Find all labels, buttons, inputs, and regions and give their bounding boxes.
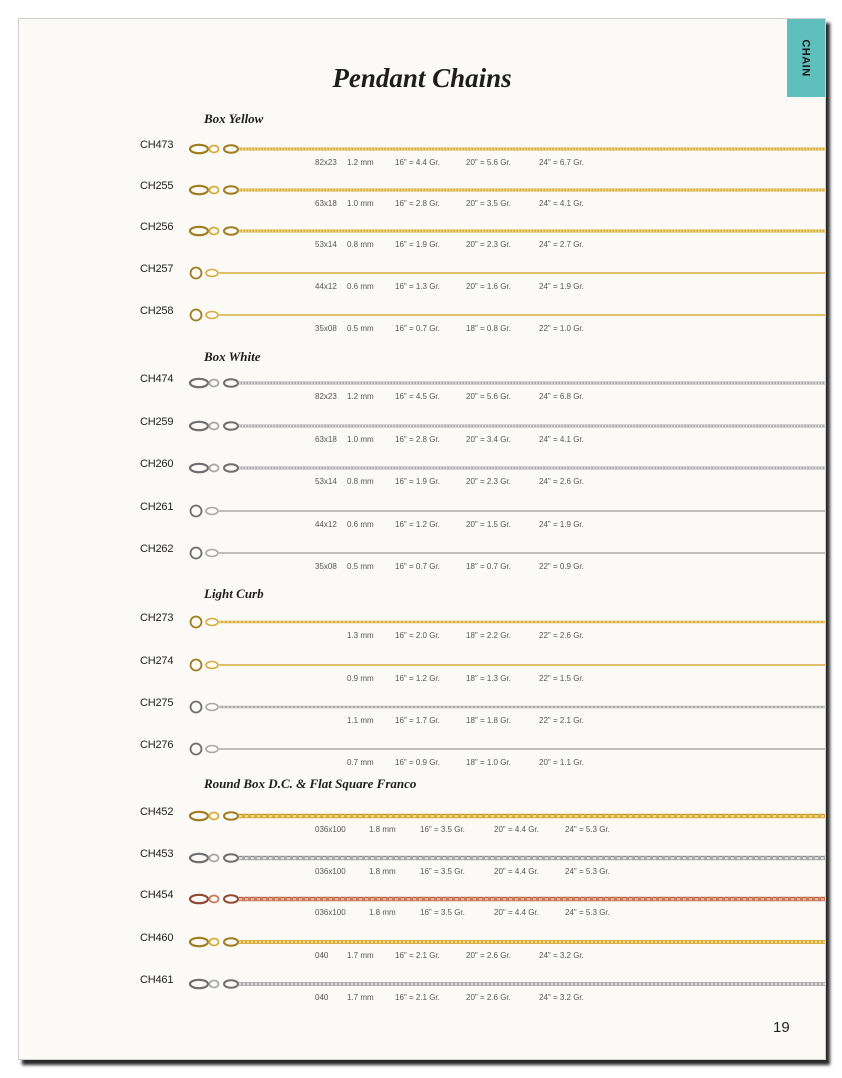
chain-image [187, 657, 826, 673]
spec-weight-1: 16" = 2.8 Gr. [395, 435, 440, 444]
chain-row [19, 373, 825, 417]
chain-row [19, 932, 825, 976]
lobster-clasp-icon [190, 145, 208, 153]
item-code: CH273 [140, 612, 174, 624]
spec-weight-3: 22" = 1.0 Gr. [539, 324, 584, 333]
lobster-clasp-icon [190, 379, 208, 387]
end-ring-icon [206, 312, 218, 319]
item-code: CH473 [140, 139, 174, 151]
chain-row [19, 180, 825, 224]
spec-weight-1: 16" = 4.5 Gr. [395, 392, 440, 401]
spec-width: 1.0 mm [347, 435, 374, 444]
chain-image [187, 141, 826, 157]
jump-ring-icon [210, 423, 219, 430]
spec-width: 0.5 mm [347, 324, 374, 333]
spec-weight-2: 20" = 3.5 Gr. [466, 199, 511, 208]
spec-weight-3: 22" = 2.1 Gr. [539, 716, 584, 725]
end-cap-icon [224, 895, 238, 903]
chain-image [187, 460, 826, 476]
chain-image [187, 850, 826, 866]
spec-weight-1: 16" = 1.3 Gr. [395, 282, 440, 291]
chain-image [187, 934, 826, 950]
lobster-clasp-icon [190, 464, 208, 472]
chain-row [19, 543, 825, 587]
item-code: CH261 [140, 501, 174, 513]
spec-weight-2: 18" = 1.0 Gr. [466, 758, 511, 767]
spec-width: 0.5 mm [347, 562, 374, 571]
spec-weight-1: 16" = 3.5 Gr. [420, 825, 465, 834]
spec-width: 1.7 mm [347, 993, 374, 1002]
spec-weight-2: 20" = 4.4 Gr. [494, 867, 539, 876]
spec-dimension: 036x100 [315, 867, 346, 876]
spec-weight-3: 24" = 5.3 Gr. [565, 908, 610, 917]
spring-ring-icon [191, 506, 202, 517]
spec-weight-2: 20" = 2.6 Gr. [466, 993, 511, 1002]
end-cap-icon [224, 812, 238, 820]
chain-row [19, 221, 825, 265]
chain-image [187, 307, 826, 323]
chain-row [19, 458, 825, 502]
spec-width: 1.0 mm [347, 199, 374, 208]
end-cap-icon [224, 980, 238, 988]
item-code: CH256 [140, 221, 174, 233]
jump-ring-icon [210, 465, 219, 472]
end-cap-icon [224, 186, 238, 194]
chain-image [187, 265, 826, 281]
end-ring-icon [206, 746, 218, 753]
jump-ring-icon [210, 187, 219, 194]
spring-ring-icon [191, 617, 202, 628]
chain-row [19, 612, 825, 656]
spec-dimension: 44x12 [315, 520, 337, 529]
spring-ring-icon [191, 268, 202, 279]
spec-width: 0.7 mm [347, 758, 374, 767]
jump-ring-icon [210, 146, 219, 153]
spring-ring-icon [191, 702, 202, 713]
lobster-clasp-icon [190, 227, 208, 235]
jump-ring-icon [210, 939, 219, 946]
end-cap-icon [224, 227, 238, 235]
spec-weight-2: 18" = 0.8 Gr. [466, 324, 511, 333]
item-code: CH260 [140, 458, 174, 470]
spec-weight-3: 24" = 3.2 Gr. [539, 951, 584, 960]
lobster-clasp-icon [190, 186, 208, 194]
spring-ring-icon [191, 310, 202, 321]
spec-weight-1: 16" = 2.0 Gr. [395, 631, 440, 640]
spec-width: 0.6 mm [347, 520, 374, 529]
end-ring-icon [206, 704, 218, 711]
spec-weight-1: 16" = 0.7 Gr. [395, 562, 440, 571]
end-cap-icon [224, 422, 238, 430]
end-ring-icon [206, 508, 218, 515]
chain-image [187, 976, 826, 992]
item-code: CH275 [140, 697, 174, 709]
item-code: CH474 [140, 373, 174, 385]
chain-image [187, 182, 826, 198]
end-cap-icon [224, 464, 238, 472]
spec-weight-2: 20" = 4.4 Gr. [494, 908, 539, 917]
item-code: CH453 [140, 848, 174, 860]
spec-dimension: 036x100 [315, 825, 346, 834]
item-code: CH461 [140, 974, 174, 986]
spec-weight-3: 24" = 5.3 Gr. [565, 825, 610, 834]
spec-weight-3: 24" = 3.2 Gr. [539, 993, 584, 1002]
chain-image [187, 223, 826, 239]
spec-dimension: 35x08 [315, 324, 337, 333]
chain-image [187, 891, 826, 907]
spec-weight-2: 20" = 2.3 Gr. [466, 477, 511, 486]
spec-weight-2: 18" = 1.8 Gr. [466, 716, 511, 725]
chain-image [187, 418, 826, 434]
spec-weight-1: 16" = 1.9 Gr. [395, 477, 440, 486]
spec-width: 1.3 mm [347, 631, 374, 640]
lobster-clasp-icon [190, 854, 208, 862]
spec-weight-3: 24" = 1.9 Gr. [539, 282, 584, 291]
spec-weight-1: 16" = 1.9 Gr. [395, 240, 440, 249]
spec-dimension: 35x08 [315, 562, 337, 571]
jump-ring-icon [210, 813, 219, 820]
chain-image [187, 545, 826, 561]
chain-tab-label: CHAIN [800, 39, 812, 77]
spec-dimension: 040 [315, 951, 329, 960]
spec-weight-1: 16" = 3.5 Gr. [420, 867, 465, 876]
spec-width: 1.8 mm [369, 908, 396, 917]
spec-weight-1: 16" = 3.5 Gr. [420, 908, 465, 917]
lobster-clasp-icon [190, 895, 208, 903]
end-cap-icon [224, 938, 238, 946]
spec-dimension: 53x14 [315, 240, 337, 249]
spec-weight-2: 20" = 4.4 Gr. [494, 825, 539, 834]
section-title: Round Box D.C. & Flat Square Franco [204, 776, 417, 791]
item-code: CH258 [140, 305, 174, 317]
spec-weight-1: 16" = 2.1 Gr. [395, 951, 440, 960]
end-ring-icon [206, 662, 218, 669]
chain-row [19, 501, 825, 545]
spec-width: 1.2 mm [347, 392, 374, 401]
lobster-clasp-icon [190, 980, 208, 988]
spec-weight-3: 22" = 2.6 Gr. [539, 631, 584, 640]
spec-dimension: 82x23 [315, 392, 337, 401]
spec-weight-2: 18" = 1.3 Gr. [466, 674, 511, 683]
chain-row [19, 697, 825, 741]
page-title: Pendant Chains [332, 63, 512, 93]
chain-row [19, 305, 825, 349]
page-number: 19 [773, 1019, 790, 1036]
spec-weight-3: 24" = 6.8 Gr. [539, 392, 584, 401]
spec-dimension: 036x100 [315, 908, 346, 917]
chain-image [187, 808, 826, 824]
spec-weight-1: 16" = 1.7 Gr. [395, 716, 440, 725]
spec-width: 1.7 mm [347, 951, 374, 960]
spec-width: 1.8 mm [369, 867, 396, 876]
item-code: CH452 [140, 806, 174, 818]
spec-weight-1: 16" = 1.2 Gr. [395, 520, 440, 529]
spec-weight-2: 20" = 5.6 Gr. [466, 158, 511, 167]
spec-weight-3: 24" = 5.3 Gr. [565, 867, 610, 876]
spring-ring-icon [191, 660, 202, 671]
spec-width: 0.8 mm [347, 240, 374, 249]
chain-image [187, 503, 826, 519]
spec-dimension: 040 [315, 993, 329, 1002]
jump-ring-icon [210, 896, 219, 903]
spec-width: 1.8 mm [369, 825, 396, 834]
spec-dimension: 63x18 [315, 435, 337, 444]
chain-image [187, 375, 826, 391]
end-ring-icon [206, 270, 218, 277]
spec-weight-3: 24" = 4.1 Gr. [539, 199, 584, 208]
spec-width: 1.2 mm [347, 158, 374, 167]
spec-weight-3: 24" = 4.1 Gr. [539, 435, 584, 444]
jump-ring-icon [210, 981, 219, 988]
spec-weight-3: 24" = 2.6 Gr. [539, 477, 584, 486]
spec-weight-3: 20" = 1.1 Gr. [539, 758, 584, 767]
spec-weight-2: 20" = 3.4 Gr. [466, 435, 511, 444]
item-code: CH259 [140, 416, 174, 428]
chain-row [19, 739, 825, 783]
spec-weight-1: 16" = 2.8 Gr. [395, 199, 440, 208]
spring-ring-icon [191, 548, 202, 559]
spec-dimension: 44x12 [315, 282, 337, 291]
spec-weight-2: 20" = 1.6 Gr. [466, 282, 511, 291]
chain-row [19, 416, 825, 460]
spec-weight-3: 24" = 6.7 Gr. [539, 158, 584, 167]
spec-weight-1: 16" = 2.1 Gr. [395, 993, 440, 1002]
spec-weight-1: 16" = 0.7 Gr. [395, 324, 440, 333]
chain-image [187, 614, 826, 630]
spring-ring-icon [191, 744, 202, 755]
spec-width: 0.6 mm [347, 282, 374, 291]
end-cap-icon [224, 379, 238, 387]
item-code: CH454 [140, 889, 174, 901]
lobster-clasp-icon [190, 812, 208, 820]
spec-weight-1: 16" = 0.9 Gr. [395, 758, 440, 767]
spec-weight-2: 20" = 2.3 Gr. [466, 240, 511, 249]
spec-weight-3: 22" = 1.5 Gr. [539, 674, 584, 683]
spec-width: 0.9 mm [347, 674, 374, 683]
end-ring-icon [206, 550, 218, 557]
spec-weight-2: 20" = 1.5 Gr. [466, 520, 511, 529]
end-cap-icon [224, 145, 238, 153]
spec-weight-3: 24" = 1.9 Gr. [539, 520, 584, 529]
jump-ring-icon [210, 228, 219, 235]
item-code: CH262 [140, 543, 174, 555]
section-title: Light Curb [204, 586, 264, 601]
spec-dimension: 63x18 [315, 199, 337, 208]
lobster-clasp-icon [190, 938, 208, 946]
spec-weight-3: 22" = 0.9 Gr. [539, 562, 584, 571]
item-code: CH460 [140, 932, 174, 944]
spec-width: 0.8 mm [347, 477, 374, 486]
spec-weight-3: 24" = 2.7 Gr. [539, 240, 584, 249]
end-cap-icon [224, 854, 238, 862]
chain-row [19, 889, 825, 933]
jump-ring-icon [210, 855, 219, 862]
chain-image [187, 699, 826, 715]
spec-width: 1.1 mm [347, 716, 374, 725]
chain-row [19, 806, 825, 850]
spec-weight-1: 16" = 1.2 Gr. [395, 674, 440, 683]
lobster-clasp-icon [190, 422, 208, 430]
chain-row [19, 848, 825, 892]
spec-weight-2: 20" = 5.6 Gr. [466, 392, 511, 401]
spec-dimension: 53x14 [315, 477, 337, 486]
end-ring-icon [206, 619, 218, 626]
jump-ring-icon [210, 380, 219, 387]
section-title: Box Yellow [204, 111, 264, 126]
spec-weight-1: 16" = 4.4 Gr. [395, 158, 440, 167]
item-code: CH274 [140, 655, 174, 667]
section-title: Box White [204, 349, 261, 364]
item-code: CH255 [140, 180, 174, 192]
chain-row [19, 139, 825, 183]
chain-image [187, 741, 826, 757]
spec-dimension: 82x23 [315, 158, 337, 167]
spec-weight-2: 18" = 2.2 Gr. [466, 631, 511, 640]
spec-weight-2: 20" = 2.6 Gr. [466, 951, 511, 960]
chain-row [19, 974, 825, 1018]
chain-row [19, 655, 825, 699]
item-code: CH257 [140, 263, 174, 275]
catalog-page [18, 18, 826, 1060]
item-code: CH276 [140, 739, 174, 751]
chain-row [19, 263, 825, 307]
spec-weight-2: 18" = 0.7 Gr. [466, 562, 511, 571]
